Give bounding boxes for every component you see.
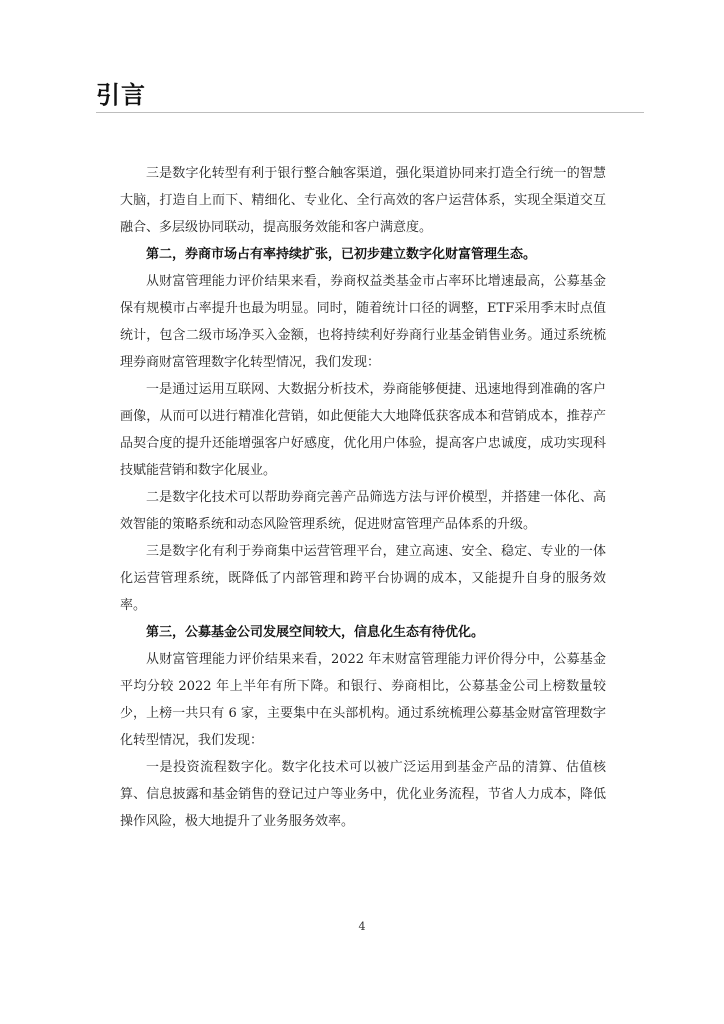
body-text xyxy=(120,160,606,835)
paragraph-funds-evaluation: 从财富管理能力评价结果来看，2022 年末财富管理能力评价得分中，公募基金平均分较 2022 年上半年有所下降。和银行、券商相比，公募基金公司上榜数量较少，上榜一共只有 6 家，主要集中在头部机构。通过系统梳理公募基金财富管理数字化转型情况，我们发现： xyxy=(120,652,606,748)
paragraph-securities-evaluation: 从财富管理能力评价结果来看，券商权益类基金市占率环比增速最高，公募基金保有规模市占率提升也最为明显。同时，随着统计口径的调整，ETF采用季末时点值统计，包含二级市场净买入金额，也将持续利好券商行业基金销售业务。通过系统梳理券商财富管理数字化转型情况，我们发现： xyxy=(120,274,606,370)
paragraph-securities-point-1: 一是通过运用互联网、大数据分析技术，券商能够便捷、迅速地得到准确的客户画像，从而可以进行精准化营销，如此便能大大地降低获客成本和营销成本，推荐产品契合度的提升还能增强客户好感度，优化用户体验，提高客户忠诚度，成功实现科技赋能营销和数字化展业。 xyxy=(120,382,606,478)
paragraph-securities-point-2: 二是数字化技术可以帮助券商完善产品筛选方法与评价模型，并搭建一体化、高效智能的策略系统和动态风险管理系统，促进财富管理产品体系的升级。 xyxy=(120,490,606,532)
section-title: 引言 xyxy=(96,80,146,109)
heading-public-funds: 第三，公募基金公司发展空间较大，信息化生态有待优化。 xyxy=(146,625,485,640)
paragraph-bank-channels: 三是数字化转型有利于银行整合触客渠道，强化渠道协同来打造全行统一的智慧大脑，打造自上而下、精细化、专业化、全行高效的客户运营体系，实现全渠道交互融合、多层级协同联动，提高服务效能和客户满意度。 xyxy=(120,166,606,235)
paragraph-funds-point-1: 一是投资流程数字化。数字化技术可以被广泛运用到基金产品的清算、估值核算、信息披露和基金销售的登记过户等业务中，优化业务流程，节省人力成本，降低操作风险，极大地提升了业务服务效率。 xyxy=(120,760,606,829)
page-number: 4 xyxy=(358,920,366,933)
heading-securities: 第二，券商市场占有率持续扩张，已初步建立数字化财富管理生态。 xyxy=(146,247,537,262)
paragraph-securities-point-3: 三是数字化有利于券商集中运营管理平台，建立高速、安全、稳定、专业的一体化运营管理系统，既降低了内部管理和跨平台协调的成本，又能提升自身的服务效率。 xyxy=(120,544,606,613)
header-divider xyxy=(96,112,644,113)
